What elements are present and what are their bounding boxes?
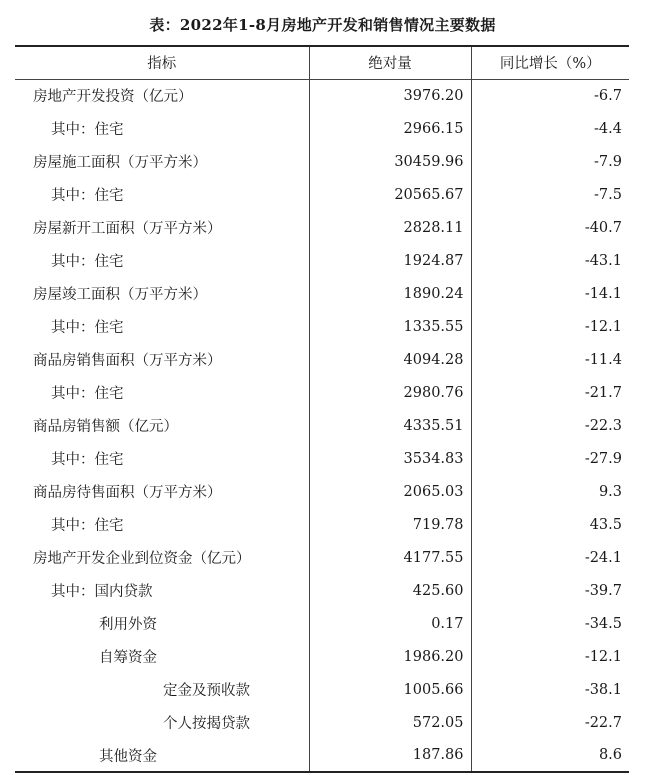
row-label: 自筹资金 <box>99 650 157 666</box>
row-label: 商品房销售面积（万平方米） <box>33 353 222 369</box>
table-row <box>15 640 629 673</box>
table-row <box>15 739 629 772</box>
table-title: 表：2022年1-8月房地产开发和销售情况主要数据 <box>149 16 496 34</box>
data-table <box>15 45 629 773</box>
header-yoy-growth: 同比增长（%） <box>471 46 629 79</box>
header-absolute-value: 绝对量 <box>309 46 471 79</box>
row-growth: -11.4 <box>471 343 629 376</box>
row-growth: -12.1 <box>471 640 629 673</box>
row-growth: -7.5 <box>471 178 629 211</box>
row-label: 房屋施工面积（万平方米） <box>33 155 207 171</box>
table-row <box>15 706 629 739</box>
row-growth: -38.1 <box>471 673 629 706</box>
row-growth: -24.1 <box>471 541 629 574</box>
row-label: 其中：住宅 <box>51 188 124 204</box>
row-value: 719.78 <box>309 508 471 541</box>
row-label: 其中：住宅 <box>51 386 124 402</box>
row-value: 4177.55 <box>309 541 471 574</box>
row-value: 2966.15 <box>309 112 471 145</box>
row-value: 2828.11 <box>309 211 471 244</box>
row-value: 1986.20 <box>309 640 471 673</box>
table-row <box>15 79 629 112</box>
table-row <box>15 343 629 376</box>
row-label: 个人按揭贷款 <box>163 716 250 732</box>
row-value: 572.05 <box>309 706 471 739</box>
row-value: 3976.20 <box>309 79 471 112</box>
table-row <box>15 574 629 607</box>
table-row <box>15 475 629 508</box>
row-value: 2980.76 <box>309 376 471 409</box>
row-label: 房地产开发企业到位资金（亿元） <box>33 551 251 567</box>
table-body <box>15 79 629 772</box>
row-label: 其中：住宅 <box>51 254 124 270</box>
row-growth: 43.5 <box>471 508 629 541</box>
table-row <box>15 145 629 178</box>
row-label: 其中：住宅 <box>51 320 124 336</box>
table-row <box>15 673 629 706</box>
row-value: 4094.28 <box>309 343 471 376</box>
row-label: 房屋新开工面积（万平方米） <box>33 221 222 237</box>
row-value: 3534.83 <box>309 442 471 475</box>
row-growth: -22.3 <box>471 409 629 442</box>
row-value: 30459.96 <box>309 145 471 178</box>
row-value: 0.17 <box>309 607 471 640</box>
table-row <box>15 211 629 244</box>
row-label: 商品房待售面积（万平方米） <box>33 485 222 501</box>
table-row <box>15 541 629 574</box>
row-growth: -34.5 <box>471 607 629 640</box>
row-value: 425.60 <box>309 574 471 607</box>
row-growth: -27.9 <box>471 442 629 475</box>
row-label: 其中：住宅 <box>51 518 124 534</box>
header-row <box>15 46 629 79</box>
row-growth: -21.7 <box>471 376 629 409</box>
table-row <box>15 607 629 640</box>
row-label: 其他资金 <box>99 748 157 765</box>
table-row <box>15 112 629 145</box>
row-value: 1924.87 <box>309 244 471 277</box>
row-label: 商品房销售额（亿元） <box>33 419 178 435</box>
row-growth: -7.9 <box>471 145 629 178</box>
row-growth: -14.1 <box>471 277 629 310</box>
row-label: 其中：住宅 <box>51 122 124 138</box>
row-label: 利用外资 <box>99 617 157 633</box>
row-value: 4335.51 <box>309 409 471 442</box>
table-row <box>15 244 629 277</box>
header-indicator: 指标 <box>15 46 309 79</box>
row-label: 定金及预收款 <box>163 683 250 699</box>
row-label: 房地产开发投资（亿元） <box>33 89 193 106</box>
table-row <box>15 409 629 442</box>
table-row <box>15 442 629 475</box>
row-growth: -22.7 <box>471 706 629 739</box>
row-label: 房屋竣工面积（万平方米） <box>33 287 207 303</box>
table-row <box>15 376 629 409</box>
row-growth: -6.7 <box>471 79 629 112</box>
row-value: 20565.67 <box>309 178 471 211</box>
row-label: 其中：国内贷款 <box>51 584 153 600</box>
row-growth: -12.1 <box>471 310 629 343</box>
row-value: 187.86 <box>309 739 471 772</box>
row-value: 2065.03 <box>309 475 471 508</box>
row-growth: -39.7 <box>471 574 629 607</box>
table-row <box>15 508 629 541</box>
row-value: 1890.24 <box>309 277 471 310</box>
row-growth: 8.6 <box>471 739 629 772</box>
row-growth: -4.4 <box>471 112 629 145</box>
row-growth: -40.7 <box>471 211 629 244</box>
row-growth: 9.3 <box>471 475 629 508</box>
table-row <box>15 178 629 211</box>
table-row <box>15 310 629 343</box>
row-value: 1005.66 <box>309 673 471 706</box>
row-growth: -43.1 <box>471 244 629 277</box>
table-row <box>15 277 629 310</box>
row-value: 1335.55 <box>309 310 471 343</box>
row-label: 其中：住宅 <box>51 452 124 468</box>
